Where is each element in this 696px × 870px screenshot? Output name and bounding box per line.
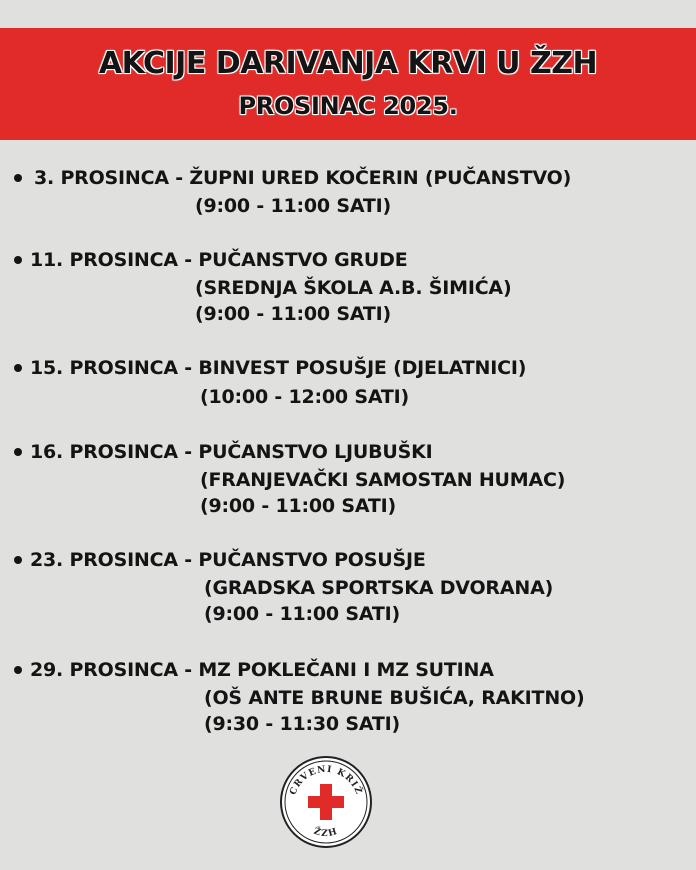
event-time: (9:30 - 11:30 SATI) <box>204 713 400 735</box>
event-location: (SREDNJA ŠKOLA A.B. ŠIMIĆA) <box>195 277 512 299</box>
event-time: (10:00 - 12:00 SATI) <box>200 386 409 408</box>
event-location: (FRANJEVAČKI SAMOSTAN HUMAC) <box>200 469 566 491</box>
event-time: (9:00 - 11:00 SATI) <box>195 195 391 217</box>
event-time: (9:00 - 11:00 SATI) <box>200 495 396 517</box>
event-line: 29. PROSINCA - MZ POKLEČANI I MZ SUTINA <box>30 659 494 681</box>
red-cross-logo <box>280 756 372 848</box>
bullet-icon <box>14 256 22 264</box>
header-banner <box>0 28 696 140</box>
logo-top-text: CRVENI KRIŽ <box>288 764 364 797</box>
event-line: 3. PROSINCA - ŽUPNI URED KOČERIN (PUČANSTVO) <box>34 167 572 189</box>
event-line: 16. PROSINCA - PUČANSTVO LJUBUŠKI <box>30 441 433 463</box>
bullet-icon <box>14 364 22 372</box>
bullet-icon <box>14 666 22 674</box>
bullet-icon <box>14 556 22 564</box>
event-time: (9:00 - 11:00 SATI) <box>195 303 391 325</box>
svg-text:ŽZH <box>312 825 339 839</box>
event-location: (OŠ ANTE BRUNE BUŠIĆA, RAKITNO) <box>204 687 585 709</box>
page-title: AKCIJE DARIVANJA KRVI U ŽZH <box>98 46 598 81</box>
logo-bottom-text: ŽZH <box>312 826 340 840</box>
event-time: (9:00 - 11:00 SATI) <box>204 603 400 625</box>
bullet-icon <box>14 448 22 456</box>
bullet-icon <box>14 174 22 182</box>
event-line: 11. PROSINCA - PUČANSTVO GRUDE <box>30 249 408 271</box>
event-location: (GRADSKA SPORTSKA DVORANA) <box>204 577 554 599</box>
event-line: 15. PROSINCA - BINVEST POSUŠJE (DJELATNICI) <box>30 357 527 379</box>
page-subtitle: PROSINAC 2025. <box>238 92 458 120</box>
event-line: 23. PROSINCA - PUČANSTVO POSUŠJE <box>30 549 426 571</box>
red-cross-icon <box>282 758 370 846</box>
